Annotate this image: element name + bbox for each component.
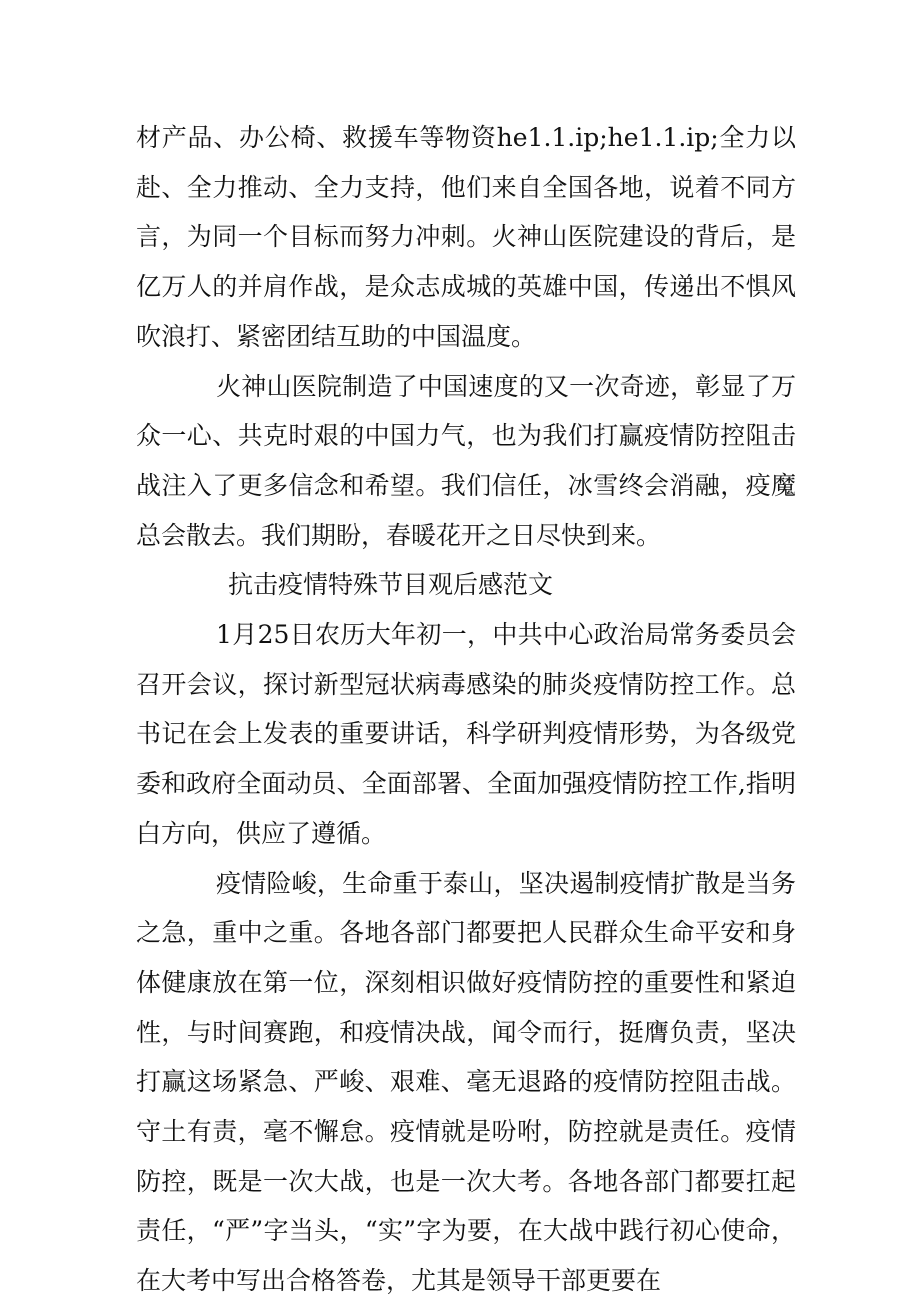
- paragraph-continuation: 材产品、办公椅、救援车等物资he1.1.ip;he1.1.ip;全力以赴、全力推动、全力支持，他们来自全国各地，说着不同方言，为同一个目标而努力冲刺。火神山医院建设的背后，是亿万人的并肩作战，是众志成城的英雄中国，传递出不惧风吹浪打、紧密团结互助的中国温度。: [136, 123, 796, 351]
- document-body: [136, 113, 796, 1306]
- paragraph-epidemic-prevention: 疫情险峻，生命重于泰山，坚决遏制疫情扩散是当务之急，重中之重。各地各部门都要把人民群众生命平安和身体健康放在第一位，深刻相识做好疫情防控的重要性和紧迫性，与时间赛跑，和疫情决战，闻令而行，挺膺负责，坚决打赢这场紧急、严峻、艰难、毫无退路的疫情防控阻击战。守土有责，毫不懈怠。疫情就是吩咐，防控就是责任。疫情防控，既是一次大战，也是一次大考。各地各部门都要扛起责任，“严”字当头，“实”字为要，在大战中践行初心使命，在大考中写出合格答卷，尤其是领导干部更要在: [136, 868, 796, 1296]
- section-heading: 抗击疫情特殊节目观后感范文: [228, 570, 554, 600]
- paragraph-huoshenshan-miracle: 火神山医院制造了中国速度的又一次奇迹，彰显了万众一心、共克时艰的中国力气，也为我们打赢疫情防控阻击战注入了更多信念和希望。我们信任，冰雪终会消融，疫魔总会散去。我们期盼，春暖花开之日尽快到来。: [136, 371, 796, 550]
- paragraph-politburo-meeting: 1月25日农历大年初一，中共中心政治局常务委员会召开会议，探讨新型冠状病毒感染的肺炎疫情防控工作。总书记在会上发表的重要讲话，科学研判疫情形势，为各级党委和政府全面动员、全面部署、全面加强疫情防控工作,指明白方向，供应了遵循。: [136, 620, 796, 848]
